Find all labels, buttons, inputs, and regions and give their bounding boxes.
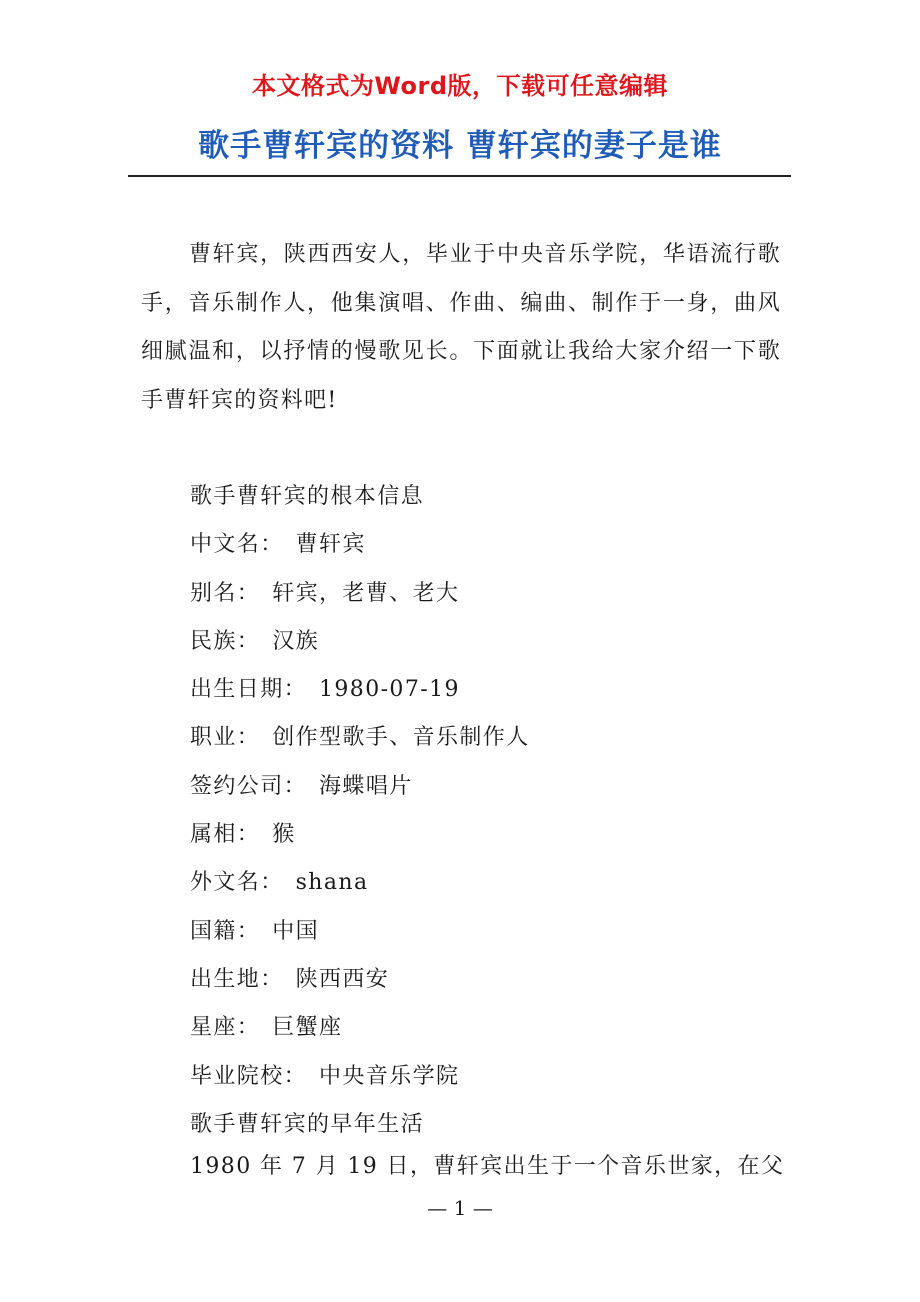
info-label: 国籍：	[190, 918, 261, 944]
info-value: 1980-07-19	[319, 677, 460, 703]
basic-info-list	[190, 473, 790, 1149]
info-row	[190, 714, 790, 762]
info-value: 陕西西安	[295, 966, 390, 992]
info-row	[190, 570, 790, 618]
intro-paragraph: 曹轩宾，陕西西安人，毕业于中央音乐学院，华语流行歌手，音乐制作人，他集演唱、作曲、编曲、制作于一身，曲风细腻温和，以抒情的慢歌见长。下面就让我给大家介绍一下歌手曹轩宾的资料吧!	[141, 242, 781, 413]
info-value: 巨蟹座	[272, 1015, 343, 1041]
info-value: 海蝶唱片	[319, 773, 413, 799]
info-row	[190, 666, 790, 714]
info-label: 属相：	[190, 822, 261, 848]
page-number: — 1 —	[427, 1196, 493, 1220]
section-heading-early: 歌手曹轩宾的早年生活	[190, 1111, 425, 1137]
info-value: 轩宾，老曹、老大	[272, 580, 460, 606]
info-label: 别名：	[190, 580, 261, 606]
info-label: 职业：	[190, 725, 261, 751]
info-label: 中文名：	[190, 532, 284, 558]
format-notice: 本文格式为Word版，下载可任意编辑	[251, 72, 669, 100]
info-label: 出生日期：	[190, 677, 308, 703]
info-value: shana	[295, 870, 369, 896]
info-label: 民族：	[190, 628, 261, 654]
info-value: 汉族	[272, 628, 320, 654]
early-life-paragraph: 1980 年 7 月 19 日，曹轩宾出生于一个音乐世家，在父	[190, 1154, 785, 1179]
info-label: 出生地：	[190, 966, 284, 992]
section-heading-basic: 歌手曹轩宾的根本信息	[190, 484, 425, 509]
info-row	[190, 859, 790, 907]
info-row	[190, 618, 790, 666]
info-row	[190, 908, 790, 956]
info-value: 曹轩宾	[295, 532, 366, 558]
info-row	[190, 763, 790, 811]
info-row	[190, 811, 790, 859]
info-label: 外文名：	[190, 870, 284, 896]
info-label: 毕业院校：	[190, 1063, 308, 1089]
info-label: 星座：	[190, 1015, 261, 1041]
info-label: 签约公司：	[190, 773, 308, 799]
info-row	[190, 956, 790, 1004]
info-row	[190, 521, 790, 569]
title-divider	[128, 175, 791, 177]
info-value: 猴	[272, 822, 296, 848]
info-value: 中国	[272, 918, 320, 944]
info-row	[190, 1053, 790, 1101]
info-row	[190, 1004, 790, 1052]
page-title: 歌手曹轩宾的资料 曹轩宾的妻子是谁	[198, 128, 722, 164]
info-value: 创作型歌手、音乐制作人	[272, 725, 530, 751]
info-value: 中央音乐学院	[319, 1063, 460, 1089]
